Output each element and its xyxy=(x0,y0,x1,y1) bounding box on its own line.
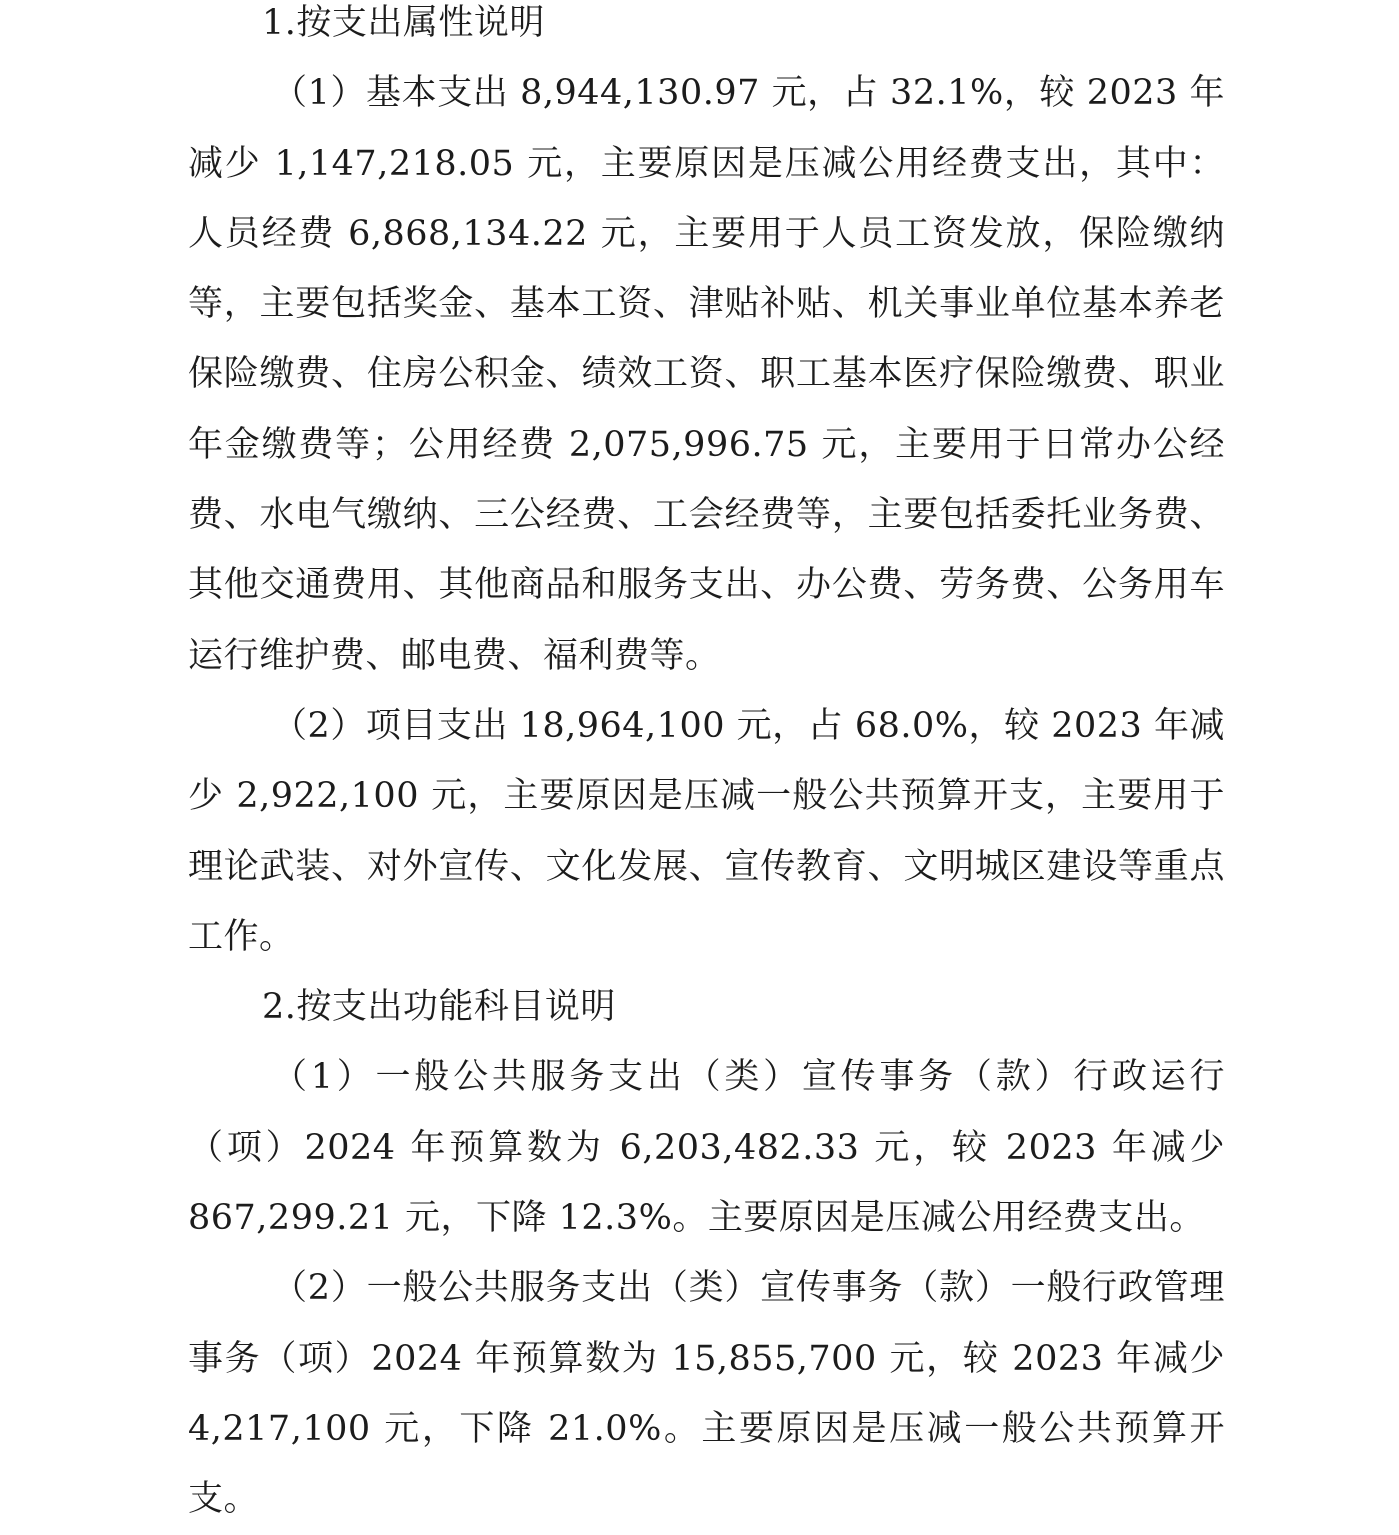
paragraph-project-expenditure: （2）项目支出 18,964,100 元，占 68.0%，较 2023 年减少 2,922,100 元，主要原因是压减一般公共预算开支，主要用于理论武装、对外宣传、文化发展、宣传教育、文明城区建设等重点工作。 xyxy=(188,705,1225,957)
document-page xyxy=(188,0,1225,1535)
paragraph-basic-expenditure: （1）基本支出 8,944,130.97 元，占 32.1%，较 2023 年减少 1,147,218.05 元，主要原因是压减公用经费支出，其中：人员经费 6,868,134.22 元，主要用于人员工资发放，保险缴纳等，主要包括奖金、基本工资、津贴补贴、机关事业单位基本养老保险缴费、住房公积金、绩效工资、职工基本医疗保险缴费、职业年金缴费等；公用经费 2,075,996.75 元，主要用于日常办公经费、水电气缴纳、三公经费、工会经费等，主要包括委托业务费、其他交通费用、其他商品和服务支出、办公费、劳务费、公务用车运行维护费、邮电费、福利费等。 xyxy=(188,73,1225,676)
section-heading-expenditure-attribute: 1.按支出属性说明 xyxy=(262,3,545,43)
paragraph-general-administrative-affairs: （2）一般公共服务支出（类）宣传事务（款）一般行政管理事务（项）2024 年预算数为 15,855,700 元，较 2023 年减少 4,217,100 元，下降 21.0%。主要原因是压减一般公共预算开支。 xyxy=(188,1268,1225,1520)
section-heading-functional-subject: 2.按支出功能科目说明 xyxy=(262,987,616,1028)
paragraph-administrative-operation: （1）一般公共服务支出（类）宣传事务（款）行政运行（项）2024 年预算数为 6,203,482.33 元，较 2023 年减少 867,299.21 元，下降 12.3%。主要原因是压减公用经费支出。 xyxy=(188,1057,1225,1239)
